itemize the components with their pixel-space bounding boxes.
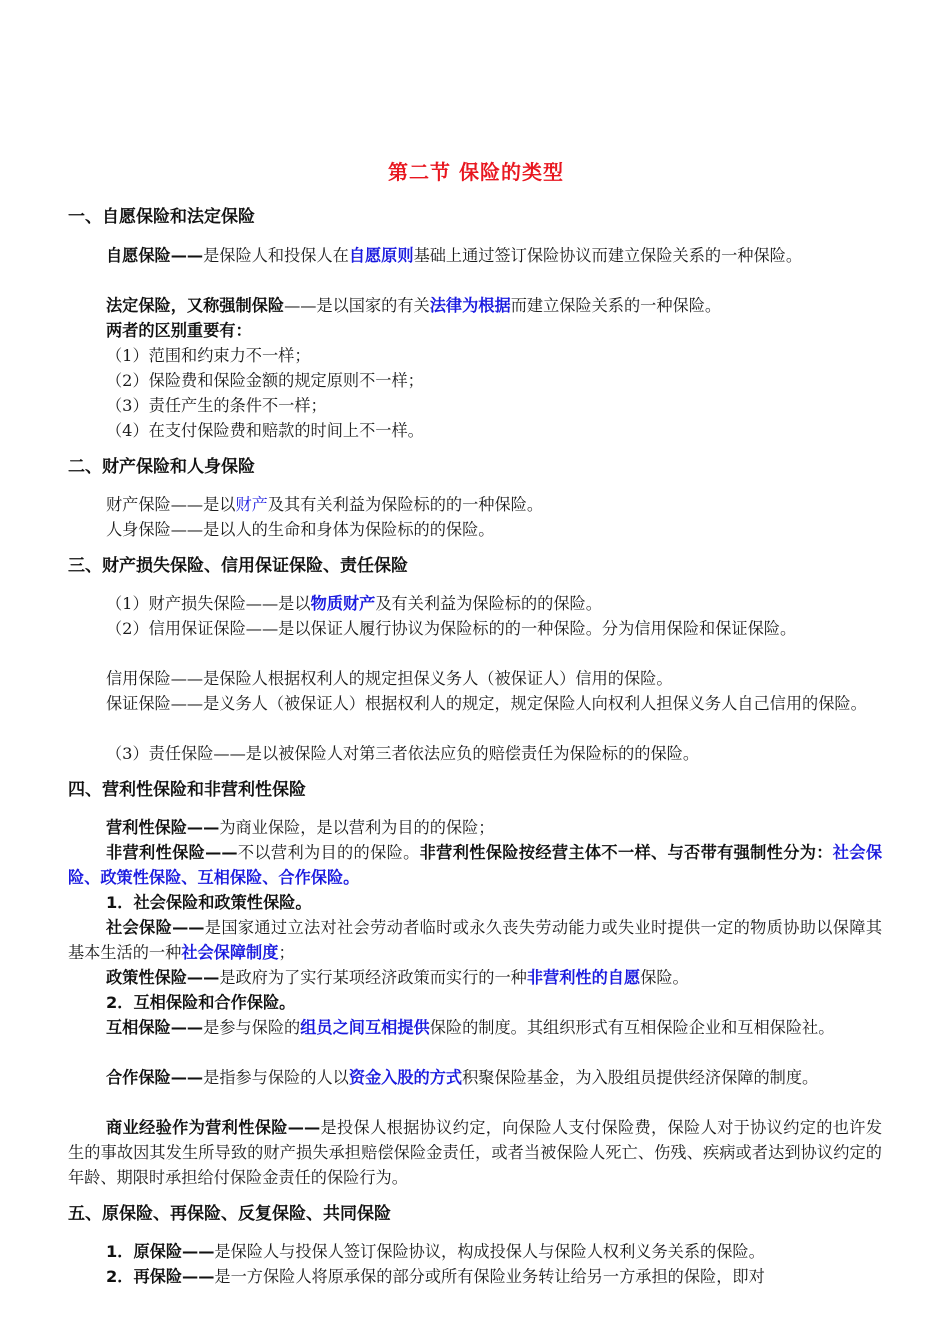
- text: 是投保人根据协议约定，向保险人支付保险费，保险人对于协议约定的也许发生的事故因其发生所导致的财产损失承担赔偿保险金责任，或者当被保险人死亡、伤残、疾病或者达到协议约定的年龄、期限时承担给付保险金责任的保险行为。: [68, 1118, 883, 1187]
- section-title: 第二节 保险的类型: [388, 160, 564, 184]
- list-item: （1）范围和约束力不一样；: [106, 346, 311, 365]
- paragraph-guarantee-insurance: 保证保险——是义务人（被保证人）根据权利人的规定，规定保险人向权利人担保义务人自己信用的保险。: [106, 694, 867, 713]
- paragraph-profit-insurance: [68, 815, 882, 840]
- text: ；: [278, 943, 295, 962]
- text: ——是以国家的有关: [284, 296, 430, 315]
- paragraph-property-loss: [68, 591, 882, 616]
- paragraph-voluntary-insurance: [68, 243, 882, 268]
- term: 政策性保险——: [106, 968, 220, 987]
- term: 1．原保险——: [106, 1242, 215, 1261]
- heading-loss-credit-liability: 三、财产损失保险、信用保证保险、责任保险: [68, 556, 408, 576]
- highlight: 社会保障制度: [181, 943, 279, 962]
- text: 财产保险——是以: [106, 495, 236, 514]
- text: 基础上通过签订保险协议而建立保险关系的一种保险。: [413, 246, 803, 265]
- highlight: 法律为根据: [429, 296, 511, 315]
- text: 保险。: [640, 968, 689, 987]
- highlight: 组员之间互相提供: [300, 1018, 430, 1037]
- heading-original-reinsurance: 五、原保险、再保险、反复保险、共同保险: [68, 1204, 391, 1224]
- term: 合作保险——: [106, 1068, 204, 1087]
- text: 为商业保险，是以营利为目的的保险；: [219, 818, 495, 837]
- paragraph-liability-insurance: （3）责任保险——是以被保险人对第三者依法应负的赔偿责任为保险标的的保险。: [106, 744, 700, 763]
- text: （1）财产损失保险——是以: [106, 594, 311, 613]
- text: 是指参与保险的人以: [203, 1068, 349, 1087]
- paragraph-commercial-insurance: [68, 1115, 882, 1190]
- text: 积聚保险基金，为入股组员提供经济保障的制度。: [462, 1068, 819, 1087]
- heading-profit-nonprofit: 四、营利性保险和非营利性保险: [68, 780, 306, 800]
- text: 是政府为了实行某项经济政策而实行的一种: [219, 968, 527, 987]
- paragraph-policy-insurance: [68, 965, 882, 990]
- text: 是保险人和投保人在: [203, 246, 349, 265]
- text: 及有关利益为保险标的的保险。: [375, 594, 602, 613]
- term: 自愿保险——: [106, 246, 204, 265]
- text: 是保险人与投保人签订保险协议，构成投保人与保险人权利义务关系的保险。: [214, 1242, 765, 1261]
- paragraph-social-insurance: [68, 915, 882, 965]
- text: 保险的制度。其组织形式有互相保险企业和互相保险社。: [429, 1018, 835, 1037]
- term: 商业经验作为营利性保险——: [106, 1118, 321, 1137]
- paragraph-credit-guarantee: （2）信用保证保险——是以保证人履行协议为保险标的的一种保险。分为信用保险和保证保险。: [106, 619, 797, 638]
- paragraph-personal-insurance: 人身保险——是以人的生命和身体为保险标的的保险。: [106, 520, 495, 539]
- highlight: 财产: [235, 495, 268, 514]
- text: 是一方保险人将原承保的部分或所有保险业务转让给另一方承担的保险，即对: [214, 1267, 765, 1286]
- list-item: （4）在支付保险费和赔款的时间上不一样。: [106, 421, 424, 440]
- text: 是国家通过立法对社会劳动者临时或永久丧失劳动能力或失业时提供一定的物质协助以保障其基本生活的一种: [68, 918, 883, 962]
- list-item: （3）责任产生的条件不一样；: [106, 396, 327, 415]
- text: 是参与保险的: [203, 1018, 301, 1037]
- term: 营利性保险——: [106, 818, 220, 837]
- paragraph-reinsurance: [68, 1264, 882, 1289]
- list-item: （2）保险费和保险金额的规定原则不一样；: [106, 371, 424, 390]
- text: 非营利性保险按经营主体不一样、与否带有强制性分为：: [419, 843, 833, 862]
- paragraph-nonprofit-insurance: [68, 840, 882, 890]
- subheading-mutual-cooperative: 2．互相保险和合作保险。: [106, 993, 296, 1012]
- highlight: 非营利性的自愿: [526, 968, 641, 987]
- term: 2．再保险——: [106, 1267, 215, 1286]
- heading-voluntary-statutory: 一、自愿保险和法定保险: [68, 207, 255, 227]
- paragraph-statutory-insurance: [68, 293, 882, 318]
- term: 非营利性保险——: [106, 843, 238, 862]
- highlight: 资金入股的方式: [348, 1068, 463, 1087]
- term: 社会保险——: [106, 918, 205, 937]
- term: 互相保险——: [106, 1018, 204, 1037]
- text: 及其有关利益为保险标的的一种保险。: [267, 495, 544, 514]
- paragraph-cooperative-insurance: [68, 1065, 882, 1090]
- paragraph-mutual-insurance: [68, 1015, 882, 1040]
- text: 而建立保险关系的一种保险。: [510, 296, 722, 315]
- differences-heading: 两者的区别重要有：: [106, 321, 252, 340]
- paragraph-property-insurance: [68, 492, 882, 517]
- text: 不以营利为目的的保险。: [237, 843, 420, 862]
- paragraph-credit-insurance: 信用保险——是保险人根据权利人的规定担保义务人（被保证人）信用的保险。: [106, 669, 673, 688]
- term: 法定保险，又称强制保险: [106, 296, 285, 315]
- highlight: 自愿原则: [348, 246, 414, 265]
- subheading-social-policy: 1．社会保险和政策性保险。: [106, 893, 312, 912]
- highlight: 物质财产: [310, 594, 376, 613]
- highlight: 社会保险、政策性保险、互相保险、合作保险。: [68, 843, 883, 887]
- paragraph-original-insurance: [68, 1239, 882, 1264]
- heading-property-personal: 二、财产保险和人身保险: [68, 457, 255, 477]
